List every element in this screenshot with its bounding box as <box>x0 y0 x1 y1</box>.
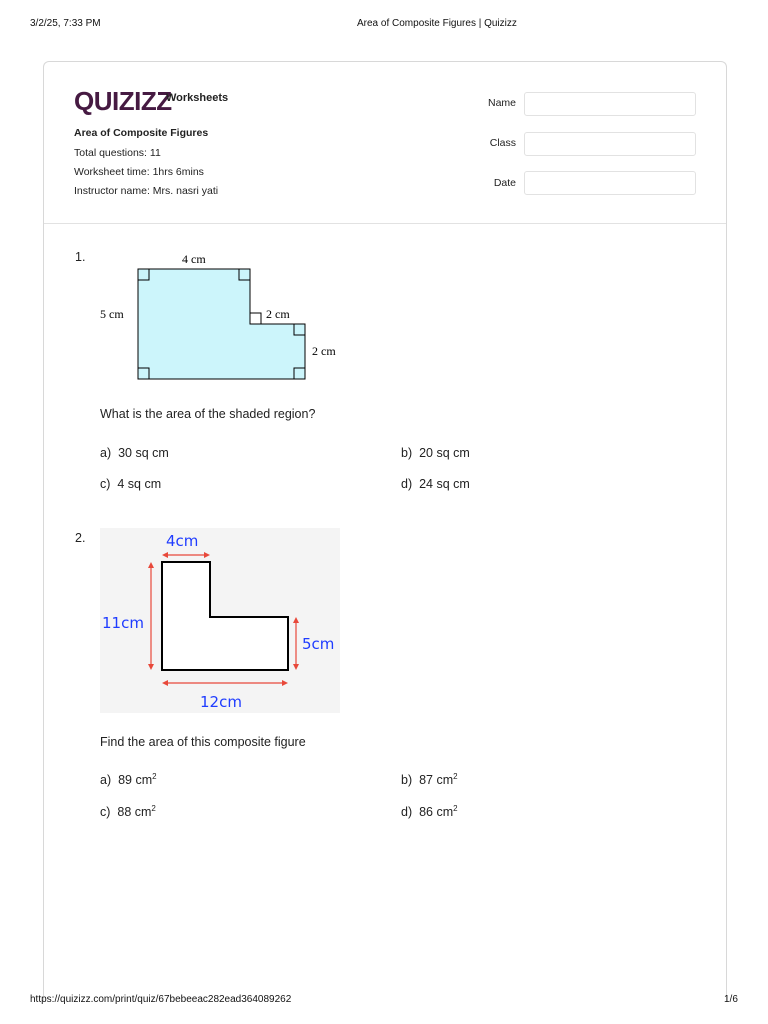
question-1-figure <box>95 245 355 390</box>
question-1-number: 1. <box>75 250 86 264</box>
class-field[interactable] <box>524 132 696 156</box>
question-2-number: 2. <box>75 531 86 545</box>
q2-option-a[interactable]: a) 89 $cm^2$ <box>100 772 157 788</box>
fig2-right-label: 5cm <box>302 635 335 653</box>
question-2-figure <box>100 528 340 713</box>
worksheet-header <box>44 62 726 224</box>
worksheet-title: Area of Composite Figures <box>74 127 209 139</box>
instructor-name: Instructor name: Mrs. nasri yati <box>74 185 219 197</box>
name-label: Name <box>487 97 516 109</box>
question-1-text: What is the area of the shaded region? <box>100 407 316 421</box>
print-page-number: 1/6 <box>724 994 738 1005</box>
class-label: Class <box>489 137 516 149</box>
name-field[interactable] <box>524 92 696 116</box>
q1-option-b[interactable]: b) 20 sq cm <box>401 446 470 460</box>
total-questions: Total questions: 11 <box>74 147 161 159</box>
q1-option-d[interactable]: d) 24 sq cm <box>401 477 470 491</box>
fig2-top-label: 4cm <box>166 532 199 550</box>
quizizz-logo: QUIZIZZ <box>74 86 172 116</box>
question-2-text: Find the area of this composite figure <box>100 735 306 749</box>
date-field[interactable] <box>524 171 696 195</box>
print-page-title: Area of Composite Figures | Quizizz <box>357 18 517 29</box>
q1-option-a[interactable]: a) 30 sq cm <box>100 446 169 460</box>
fig2-bottom-label: 12cm <box>200 693 242 711</box>
date-label: Date <box>493 177 516 189</box>
fig1-left-label: 5 cm <box>100 307 124 321</box>
worksheet-time: Worksheet time: 1hrs 6mins <box>74 166 204 178</box>
fig1-right-label: 2 cm <box>312 344 336 358</box>
print-url: https://quizizz.com/print/quiz/67bebeeac282ead364089262 <box>30 994 292 1005</box>
q2-option-c[interactable]: c) 88 $cm^2$ <box>100 804 156 820</box>
print-datetime: 3/2/25, 7:33 PM <box>30 18 101 29</box>
logo-subtitle: Worksheets <box>166 92 229 104</box>
fig1-step-label: 2 cm <box>266 307 290 321</box>
fig1-top-label: 4 cm <box>182 252 206 266</box>
fig2-left-label: 11cm <box>102 614 144 632</box>
q1-option-c[interactable]: c) 4 sq cm <box>100 477 162 491</box>
q2-option-d[interactable]: d) 86 $cm^2$ <box>401 804 458 820</box>
q2-option-b[interactable]: b) 87 $cm^2$ <box>401 772 458 788</box>
